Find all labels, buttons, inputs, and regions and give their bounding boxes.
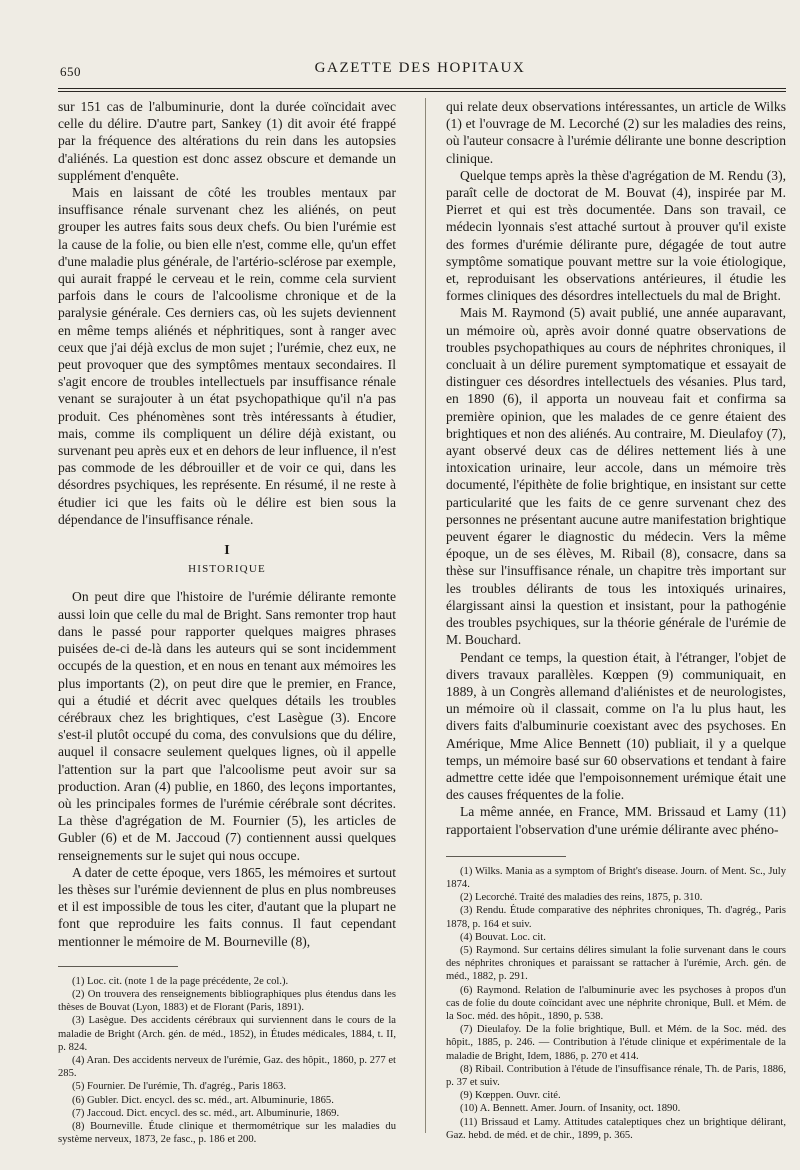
left-column: [58, 98, 396, 1146]
paragraph: Pendant ce temps, la question était, à l'étranger, l'objet de divers travaux parallèles. Kœppen (9) communiquait, en 1889, à un Congrès allemand d'aliénistes et de neurologistes, un mémoire où il classait, comme on l'a lu plus haut, les divers faits d'albuminurie coexistant avec des psychoses. En Amérique, Mme Alice Bennett (10) publiait, il y a quelque temps, un mémoire basé sur 60 observations et tendant à faire admettre cette idée que l'empoisonnement urémique était une des causes fréquentes de la folie.: [446, 649, 786, 803]
footnote: (7) Jaccoud. Dict. encycl. des sc. méd., art. Albuminurie, 1869.: [72, 1107, 340, 1119]
paragraph: A dater de cette époque, vers 1865, les mémoires et surtout les thèses sur l'urémie deviennent de plus en plus nombreuses et il est impossible de tous les citer, d'autant que la plupart ne font que reproduire les faits connus. Il faut cependant mentionner le mémoire de M. Bourneville (8),: [58, 864, 396, 949]
footnote: (1) Wilks. Mania as a symptom of Bright's disease. Journ. of Ment. Sc., July 1874.: [446, 865, 786, 890]
running-title: GAZETTE DES HOPITAUX: [314, 60, 526, 76]
footnote: (2) On trouvera des renseignements bibliographiques plus étendus dans les thèses de Bouvat (Lyon, 1883) et de Florant (Paris, 1891).: [58, 988, 396, 1014]
page-header: [58, 58, 782, 84]
paragraph: Mais en laissant de côté les troubles mentaux par insuffisance rénale survenant chez les aliénés, on peut grouper les autres faits sous deux chefs. Ou bien l'urémie est la cause de la folie, ou bien elle n'est, comme elle, qu'un effet d'une maladie plus générale, de l'artério-sclérose par exemple, qui aurait frappé le cerveau et le rein, comme cela survient parfois dans le cours de l'alcoolisme chronique et de la paralysie générale. Ces derniers cas, où les sujets deviennent en même temps aliénés et néphritiques, sont à ranger avec ceux que j'ai déjà exclus de mon sujet ; l'urémie, chez eux, ne peut provoquer que des symptômes mentaux secondaires. Il s'agit encore de troubles intellectuels par insuffisance rénale venant se surajouter à un état psychopathique qu'il n'a pas produit. Ces phénomènes sont très intéressants à étudier, mais, comme ils compliquent un délire déjà existant, ou survenant peu après eux et en dehors de leur influence, il n'est pas commode de les débrouiller et de voir ce qui, dans les désordres psychiques, les représente. En résumé, il ne reste à étudier ici que les faits où le délire est bien sous la dépendance de l'insuffisance rénale.: [58, 185, 396, 527]
footnote: (10) A. Bennett. Amer. Journ. of Insanity, oct. 1890.: [460, 1103, 681, 1115]
paragraph: La même année, en France, MM. Brissaud et Lamy (11) rapportaient l'observation d'une urémie délirante avec phéno-: [446, 804, 786, 837]
footnote: (5) Raymond. Sur certains délires simulant la folie survenant dans le cours des néphrites chroniques et paraissant se rattacher à l'urémie, Arch. gén. de méd., 1882, p. 291.: [446, 944, 786, 983]
footnote: (8) Ribail. Contribution à l'étude de l'insuffisance rénale, Th. de Paris, 1886, p. 37 et suiv.: [446, 1063, 786, 1088]
footnotes-left: [58, 975, 396, 1147]
paragraph: Mais M. Raymond (5) avait publié, une année auparavant, un mémoire où, après avoir donné quatre observations de troubles psychopathiques au cours de néphrites chroniques, il concluait à un délire purement symptomatique et essayait de distinguer ces désordres intellectuels des vésanies. Plus tard, en 1890 (6), il apporta un nouveau fait et confirma sa première opinion, que les malades de ce genre étaient des brightiques et non des aliénés. Au contraire, M. Dieulafoy (7), ayant observé deux cas de délires nettement liés à une intoxication urinaire, leur accole, dans un mémoire très documenté, l'épithète de folie brightique, en insistant sur cette particularité que les faits de ce genre survenant chez des personnes ne présentant aucune autre manifestation brightique peuvent égarer le diagnostic du médecin. Vers la même époque, un de ses élèves, M. Ribail (8), consacre, dans sa thèse sur l'insuffisance rénale, un chapitre très important sur les troubles délirants de tous les intoxiqués urinaires, élargissant ainsi la question et insistant, pour la pathogénie des troubles psychiques, sur la théorie générale de l'urémie de M. Bouchard.: [446, 305, 786, 648]
footnote: (2) Lecorché. Traité des maladies des reins, 1875, p. 310.: [460, 892, 703, 904]
paragraph: qui relate deux observations intéressantes, un article de Wilks (1) et l'ouvrage de M. Lecorché (2) sur les maladies des reins, où l'auteur consacre à l'urémie délirante une bonne description clinique.: [446, 99, 786, 166]
footnote: (4) Aran. Des accidents nerveux de l'urémie, Gaz. des hôpit., 1860, p. 277 et 285.: [58, 1054, 396, 1080]
footnote: (3) Rendu. Étude comparative des néphrites chroniques, Th. d'agrég., Paris 1878, p. 164 et suiv.: [446, 905, 786, 930]
section-title: HISTORIQUE: [188, 563, 266, 576]
header-rule: [58, 88, 786, 89]
paragraph: sur 151 cas de l'albuminurie, dont la durée coïncidait avec celle du délire. D'autre part, Sankey (1) dit avoir été frappé par la fréquence des altérations du rein dans les autopsies d'aliénés. La question est donc assez obscure et demande un supplément d'enquête.: [58, 99, 396, 183]
right-column: [446, 98, 786, 1142]
footnote: (6) Gubler. Dict. encycl. des sc. méd., art. Albuminurie, 1865.: [72, 1094, 334, 1106]
footnote-rule: [58, 966, 178, 967]
footnote: (5) Fournier. De l'urémie, Th. d'agrég., Paris 1863.: [72, 1081, 286, 1093]
footnote: (3) Lasègue. Des accidents cérébraux qui surviennent dans le cours de la maladie de Bright (Arch. gén. de méd., 1852), in Études médicales, 1884, t. II, p. 824.: [58, 1015, 396, 1053]
column-divider: [425, 98, 426, 1133]
paragraph: Quelque temps après la thèse d'agrégation de M. Rendu (3), paraît celle de doctorat de M. Bouvat (4), inspirée par M. Pierret et qui est très documentée. Dans son travail, ce médecin lyonnais s'est attaché surtout à prouver qu'il existe des formes d'urémie délirante pure, dégagée de tout autre symptôme somatique pouvant mettre sur la voie étiologique, et, reproduisant les observations antérieures, il étudie les formes cliniques des désordres intellectuels du mal de Bright.: [446, 167, 786, 304]
footnote: (6) Raymond. Relation de l'albuminurie avec les psychoses à propos d'un cas de folie du doute coïncidant avec une néphrite chronique, Bull. et Mém. de la Soc. méd. des hôpit., 1890, p. 538.: [446, 984, 786, 1022]
paragraph: On peut dire que l'histoire de l'urémie délirante remonte aussi loin que celle du mal de Bright. Sans remonter trop haut dans le passé pour rapporter quelques maigres phrases puisées de-ci de-là dans les auteurs qui se sont incidemment occupés de la question, et en nous en tenant aux mémoires les plus importants (2), on peut dire que le premier, en France, qui a étudié et décrit avec quelques détails les troubles cérébraux chez les brightiques, c'est Lasègue (3). Encore s'est-il plutôt occupé du coma, des convulsions que du délire, auquel il consacre seulement quelques lignes, où il appelle l'attention sur la part que l'alcoolisme peut avoir sur sa production. Aran (4) publie, en 1860, des leçons importantes, où les principales formes de l'urémie cérébrale sont décrites. La thèse d'agrégation de M. Fournier (5), les articles de Gubler (6) et de M. Jaccoud (7) contiennent aussi quelques renseignements sur le sujet qui nous occupe.: [58, 589, 396, 863]
page-number: 650: [60, 64, 81, 79]
footnote: (7) Dieulafoy. De la folie brightique, Bull. et Mém. de la Soc. méd. des hôpit., 1885, p. 246. — Contribution à l'étude clinique et expérimentale de la maladie de Bright, Idem, 1886, p. 270 et 414.: [446, 1024, 786, 1062]
footnote: (4) Bouvat. Loc. cit.: [460, 931, 546, 943]
section-number: I: [224, 543, 230, 559]
footnote: (9) Kœppen. Ouvr. cité.: [460, 1090, 561, 1102]
footnote: (11) Brissaud et Lamy. Attitudes cataleptiques chez un brightique délirant, Gaz. hebd. de méd. et de chir., 1899, p. 365.: [446, 1116, 786, 1141]
footnotes-right: [446, 865, 786, 1142]
header-rule-thin: [58, 91, 786, 92]
footnote: (8) Bourneville. Étude clinique et thermométrique sur les maladies du système nerveux, 1873, 2e fasc., p. 186 et 200.: [58, 1120, 396, 1146]
footnote: (1) Loc. cit. (note 1 de la page précédente, 2e col.).: [72, 975, 289, 987]
footnote-rule: [446, 856, 566, 857]
